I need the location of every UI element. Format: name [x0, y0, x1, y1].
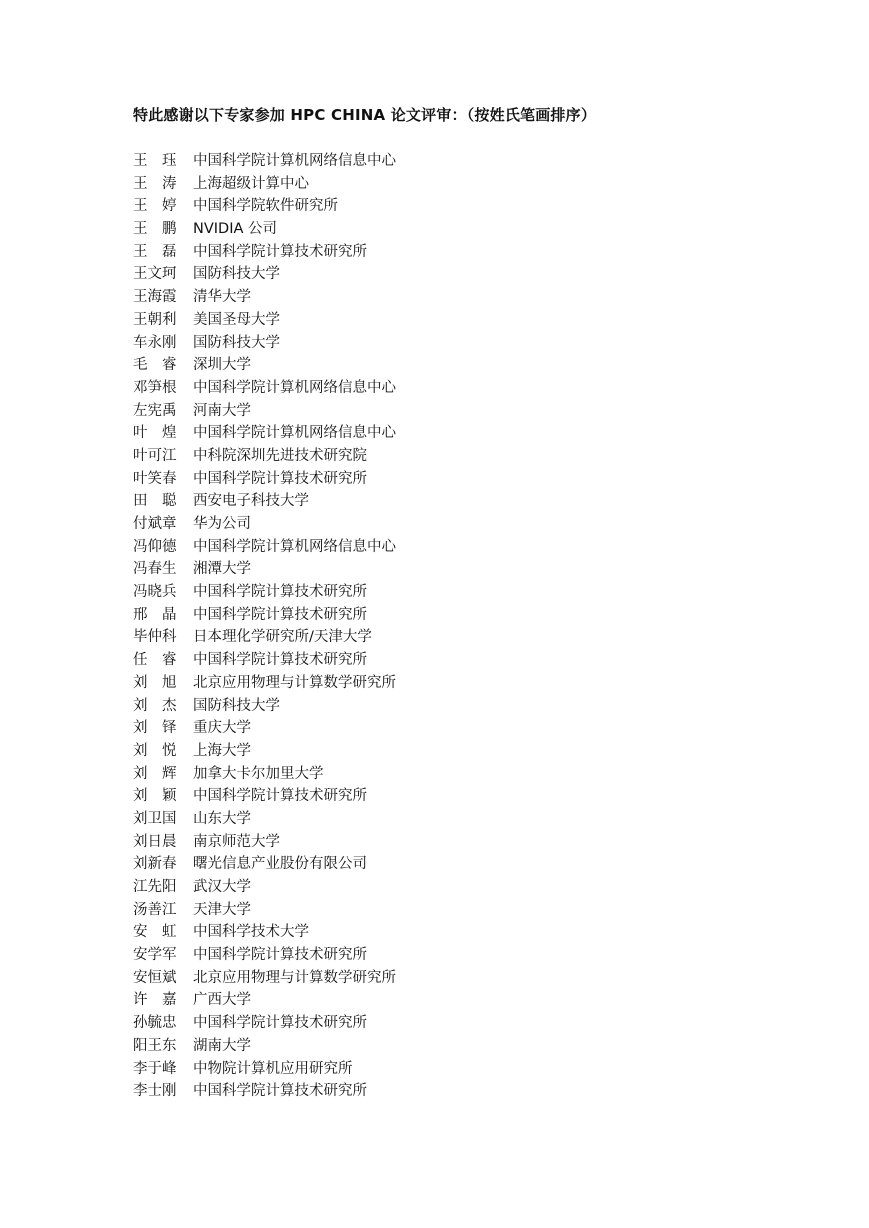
reviewer-affiliation: 上海大学 [193, 742, 251, 759]
reviewer-affiliation: 国防科技大学 [193, 334, 280, 351]
reviewer-name: 刘卫国 [133, 810, 177, 827]
reviewer-affiliation: 中国科学院计算技术研究所 [193, 1083, 367, 1100]
reviewer-row [133, 445, 773, 468]
reviewer-name: 刘 旭 [133, 674, 177, 691]
reviewer-row [133, 808, 773, 831]
reviewer-name: 叶可江 [133, 447, 177, 464]
reviewer-affiliation: 湖南大学 [193, 1037, 251, 1054]
reviewer-name: 安恒斌 [133, 969, 177, 986]
reviewer-name: 邢 晶 [133, 606, 177, 623]
reviewer-row [133, 944, 773, 967]
reviewer-affiliation: 国防科技大学 [193, 697, 280, 714]
reviewer-row [133, 763, 773, 786]
reviewer-list [133, 150, 773, 1103]
reviewer-row [133, 173, 773, 196]
reviewer-affiliation: 西安电子科技大学 [193, 493, 309, 510]
reviewer-name: 王 磊 [133, 243, 177, 260]
reviewer-row [133, 218, 773, 241]
reviewer-name: 叶 煌 [133, 425, 177, 442]
reviewer-affiliation: 天津大学 [193, 901, 251, 918]
reviewer-row [133, 989, 773, 1012]
reviewer-row [133, 1080, 773, 1103]
reviewer-name: 刘 辉 [133, 765, 177, 782]
reviewer-row [133, 604, 773, 627]
reviewer-name: 刘新春 [133, 856, 177, 873]
reviewer-name: 田 聪 [133, 493, 177, 510]
reviewer-row [133, 513, 773, 536]
reviewer-row [133, 1058, 773, 1081]
reviewer-row [133, 263, 773, 286]
reviewer-name: 王 婷 [133, 198, 177, 215]
reviewer-affiliation: 中国科学院软件研究所 [193, 198, 338, 215]
reviewer-affiliation: 武汉大学 [193, 879, 251, 895]
reviewer-row [133, 967, 773, 990]
reviewer-affiliation: 加拿大卡尔加里大学 [193, 765, 324, 782]
reviewer-name: 王海霞 [133, 289, 177, 306]
reviewer-affiliation: 美国圣母大学 [193, 311, 280, 328]
reviewer-affiliation: 中国科学院计算技术研究所 [193, 652, 367, 669]
reviewer-row [133, 150, 773, 173]
reviewer-row [133, 853, 773, 876]
reviewer-name: 王 鹏 [133, 221, 177, 238]
reviewer-name: 毛 睿 [133, 357, 177, 374]
reviewer-name: 左宪禹 [133, 402, 177, 419]
reviewer-row [133, 740, 773, 763]
reviewer-name: 叶笑春 [133, 470, 177, 487]
reviewer-affiliation: 中科院深圳先进技术研究院 [193, 447, 367, 464]
reviewer-name: 刘 颖 [133, 788, 177, 805]
reviewer-affiliation: 中国科学技术大学 [193, 924, 309, 941]
reviewer-name: 安 虹 [133, 924, 177, 941]
reviewer-row [133, 785, 773, 808]
reviewer-name: 安学军 [133, 947, 177, 964]
reviewer-name: 任 睿 [133, 652, 177, 669]
reviewer-row [133, 309, 773, 332]
reviewer-affiliation: 曙光信息产业股份有限公司 [193, 856, 367, 873]
reviewer-affiliation: 湘潭大学 [193, 561, 251, 578]
reviewer-row [133, 717, 773, 740]
reviewer-name: 邓笋根 [133, 379, 177, 396]
reviewer-name: 付斌章 [133, 516, 177, 532]
reviewer-affiliation: 中国科学院计算机网络信息中心 [193, 425, 396, 442]
reviewer-affiliation: NVIDIA 公司 [193, 221, 278, 238]
reviewer-name: 江先阳 [133, 879, 177, 895]
reviewer-affiliation: 清华大学 [193, 289, 251, 306]
reviewer-row [133, 1012, 773, 1035]
reviewer-row [133, 672, 773, 695]
reviewer-affiliation: 中国科学院计算技术研究所 [193, 584, 367, 601]
reviewer-affiliation: 中国科学院计算技术研究所 [193, 470, 367, 487]
reviewer-affiliation: 中物院计算机应用研究所 [193, 1060, 353, 1077]
reviewer-affiliation: 深圳大学 [193, 357, 251, 374]
reviewer-row [133, 831, 773, 854]
reviewer-row [133, 422, 773, 445]
reviewer-row [133, 581, 773, 604]
reviewer-name: 王 涛 [133, 175, 177, 192]
reviewer-name: 冯仰德 [133, 538, 177, 555]
reviewer-affiliation: 国防科技大学 [193, 266, 280, 283]
reviewer-affiliation: 中国科学院计算技术研究所 [193, 1015, 367, 1032]
reviewer-affiliation: 北京应用物理与计算数学研究所 [193, 969, 396, 986]
page-title: 特此感谢以下专家参加 HPC CHINA 论文评审：（按姓氏笔画排序） [133, 106, 597, 124]
reviewer-name: 许 嘉 [133, 992, 177, 1009]
reviewer-row [133, 468, 773, 491]
reviewer-name: 冯春生 [133, 561, 177, 578]
reviewer-row [133, 626, 773, 649]
reviewer-row [133, 195, 773, 218]
reviewer-row [133, 921, 773, 944]
reviewer-name: 车永刚 [133, 334, 177, 351]
reviewer-affiliation: 广西大学 [193, 992, 251, 1009]
reviewer-affiliation: 上海超级计算中心 [193, 175, 309, 192]
reviewer-name: 阳王东 [133, 1037, 177, 1054]
reviewer-row [133, 241, 773, 264]
reviewer-name: 冯晓兵 [133, 584, 177, 601]
reviewer-row [133, 490, 773, 513]
reviewer-row [133, 649, 773, 672]
reviewer-name: 毕仲科 [133, 629, 177, 646]
reviewer-name: 王 珏 [133, 153, 177, 169]
reviewer-row [133, 400, 773, 423]
reviewer-affiliation: 日本理化学研究所/天津大学 [193, 629, 372, 646]
reviewer-row [133, 876, 773, 899]
reviewer-affiliation: 中国科学院计算机网络信息中心 [193, 538, 396, 555]
reviewer-row [133, 899, 773, 922]
reviewer-affiliation: 重庆大学 [193, 720, 251, 737]
reviewer-affiliation: 中国科学院计算机网络信息中心 [193, 379, 396, 396]
reviewer-row [133, 354, 773, 377]
reviewer-row [133, 286, 773, 309]
reviewer-name: 刘 杰 [133, 697, 177, 714]
reviewer-row [133, 332, 773, 355]
reviewer-affiliation: 河南大学 [193, 402, 251, 419]
reviewer-affiliation: 北京应用物理与计算数学研究所 [193, 674, 396, 691]
reviewer-name: 李于峰 [133, 1060, 177, 1077]
reviewer-affiliation: 中国科学院计算技术研究所 [193, 947, 367, 964]
reviewer-name: 刘 悦 [133, 742, 177, 759]
reviewer-name: 李士刚 [133, 1083, 177, 1100]
reviewer-affiliation: 中国科学院计算机网络信息中心 [193, 153, 396, 169]
reviewer-affiliation: 中国科学院计算技术研究所 [193, 606, 367, 623]
reviewer-name: 孙毓忠 [133, 1015, 177, 1032]
reviewer-affiliation: 山东大学 [193, 810, 251, 827]
reviewer-name: 刘 铎 [133, 720, 177, 737]
reviewer-affiliation: 中国科学院计算技术研究所 [193, 243, 367, 260]
reviewer-name: 汤善江 [133, 901, 177, 918]
reviewer-row [133, 377, 773, 400]
reviewer-affiliation: 中国科学院计算技术研究所 [193, 788, 367, 805]
reviewer-row [133, 1035, 773, 1058]
reviewer-affiliation: 南京师范大学 [193, 833, 280, 850]
reviewer-row [133, 536, 773, 559]
reviewer-name: 王文珂 [133, 266, 177, 283]
reviewer-name: 王朝利 [133, 311, 177, 328]
reviewer-row [133, 558, 773, 581]
reviewer-name: 刘日晨 [133, 833, 177, 850]
reviewer-affiliation: 华为公司 [193, 516, 251, 532]
reviewer-row [133, 695, 773, 718]
